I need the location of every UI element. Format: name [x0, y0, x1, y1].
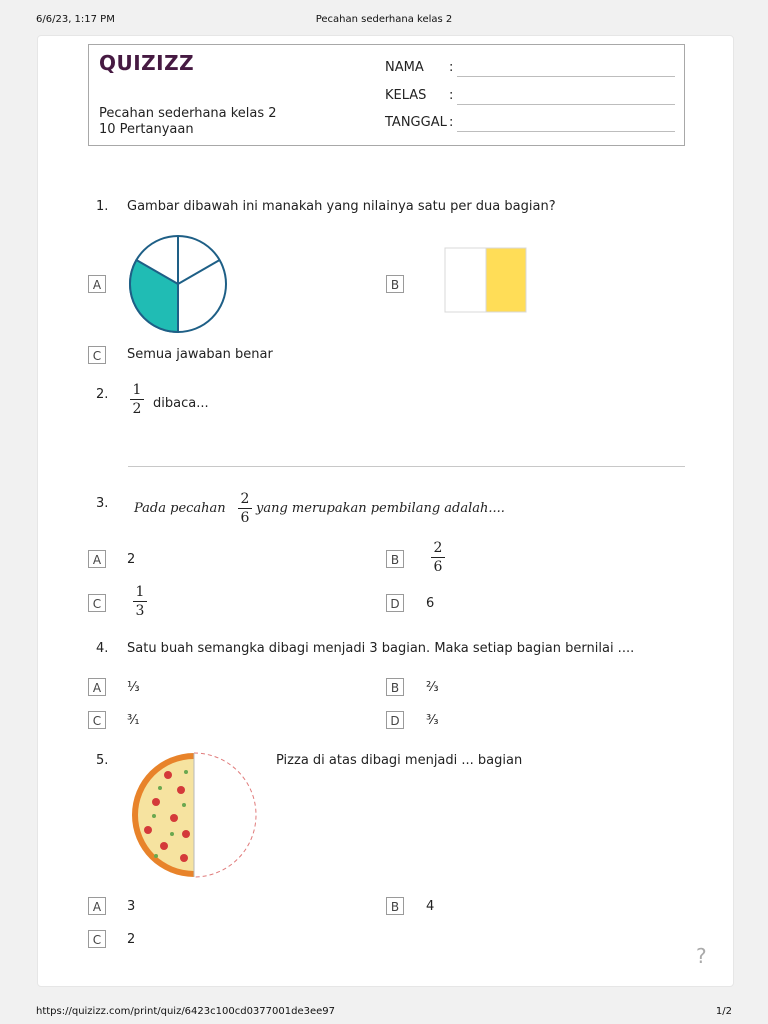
q5-option-a-box[interactable]: A: [88, 897, 106, 915]
print-title: Pecahan sederhana kelas 2: [315, 14, 453, 25]
q5-option-a-text: 3: [127, 899, 136, 914]
q4-option-a-text: ⅓: [127, 680, 140, 695]
pepperoni: [170, 814, 178, 822]
q3-option-a-text: 2: [127, 552, 136, 567]
help-icon[interactable]: ?: [696, 944, 707, 968]
fraction-bar: [130, 399, 144, 400]
q5-option-b-box[interactable]: B: [386, 897, 404, 915]
q4-option-d-text: ³⁄₃: [426, 713, 439, 728]
pepperoni: [177, 786, 185, 794]
q3-text-after: yang merupakan pembilang adalah....: [256, 501, 505, 516]
q4-text: Satu buah semangka dibagi menjadi 3 bagian. Maka setiap bagian bernilai ....: [127, 641, 635, 656]
herb: [152, 814, 156, 818]
worksheet-page: [37, 35, 734, 987]
print-url: https://quizizz.com/print/quiz/6423c100cd0377001de3ee97: [36, 1006, 335, 1017]
date-line: [457, 131, 675, 132]
answer-line: [128, 466, 685, 467]
q3-text-before: Pada pecahan: [134, 501, 226, 516]
class-field[interactable]: [385, 88, 457, 103]
q1-option-b-box[interactable]: B: [386, 275, 404, 293]
q3-frac-num: 2: [240, 491, 250, 507]
date-field[interactable]: [385, 115, 457, 130]
herb: [182, 803, 186, 807]
q2-fraction: [130, 382, 144, 417]
q3-frac-den: 6: [240, 510, 250, 526]
herb: [154, 854, 158, 858]
q4-option-b-text: ⅔: [426, 680, 439, 695]
name-colon: :: [449, 60, 454, 75]
date-colon: :: [449, 115, 454, 130]
class-colon: :: [449, 88, 454, 103]
q3-option-b-box[interactable]: B: [386, 550, 404, 568]
q3-b-den: 6: [433, 559, 443, 575]
worksheet-header: [88, 44, 685, 146]
q1-text: Gambar dibawah ini manakah yang nilainya satu per dua bagian?: [127, 199, 556, 214]
q1-rectangle-image: [444, 247, 528, 315]
q3-option-c-fraction: [133, 584, 147, 619]
question-count: 10 Pertanyaan: [99, 122, 194, 137]
q1-number: 1.: [96, 199, 109, 214]
q2-text: dibaca...: [153, 396, 209, 411]
class-line: [457, 104, 675, 105]
q3-c-num: 1: [135, 584, 145, 600]
q4-option-d-box[interactable]: D: [386, 711, 404, 729]
q5-option-b-text: 4: [426, 899, 435, 914]
pepperoni: [152, 798, 160, 806]
q2-number: 2.: [96, 387, 109, 402]
q1-option-c-box[interactable]: C: [88, 346, 106, 364]
pepperoni: [160, 842, 168, 850]
fraction-bar: [133, 601, 147, 602]
q3-fraction: [238, 491, 252, 526]
q4-option-b-box[interactable]: B: [386, 678, 404, 696]
herb: [158, 786, 162, 790]
pepperoni: [182, 830, 190, 838]
q1-option-a-box[interactable]: A: [88, 275, 106, 293]
quizizz-logo: QUIZIZZ: [99, 51, 195, 75]
q3-b-num: 2: [433, 540, 443, 556]
q5-option-c-box[interactable]: C: [88, 930, 106, 948]
fraction-bar: [238, 508, 252, 509]
q4-option-a-box[interactable]: A: [88, 678, 106, 696]
q4-number: 4.: [96, 641, 109, 656]
herb: [170, 832, 174, 836]
q5-half-pizza-image: [126, 750, 262, 880]
fraction-bar: [431, 557, 445, 558]
q3-option-b-fraction: [431, 540, 445, 575]
q5-option-c-text: 2: [127, 932, 136, 947]
name-label: NAMA: [385, 60, 424, 75]
pepperoni: [164, 771, 172, 779]
pepperoni: [144, 826, 152, 834]
q2-frac-den: 2: [132, 401, 142, 417]
q1-circle-image: [126, 234, 230, 334]
pepperoni: [180, 854, 188, 862]
q3-option-c-box[interactable]: C: [88, 594, 106, 612]
q3-c-den: 3: [135, 603, 145, 619]
q1-option-c-text: Semua jawaban benar: [127, 347, 273, 362]
print-date: 6/6/23, 1:17 PM: [36, 14, 115, 25]
q4-option-c-box[interactable]: C: [88, 711, 106, 729]
white-half: [445, 248, 486, 312]
missing-half-outline: [194, 753, 256, 877]
q3-option-a-box[interactable]: A: [88, 550, 106, 568]
q5-number: 5.: [96, 753, 109, 768]
class-label: KELAS: [385, 88, 427, 103]
q3-option-d-text: 6: [426, 596, 435, 611]
q3-option-d-box[interactable]: D: [386, 594, 404, 612]
q2-frac-num: 1: [132, 382, 142, 398]
date-label: TANGGAL: [385, 115, 447, 130]
yellow-half: [486, 248, 526, 312]
quiz-title: Pecahan sederhana kelas 2: [99, 106, 277, 121]
q5-text: Pizza di atas dibagi menjadi ... bagian: [276, 753, 523, 768]
name-field[interactable]: [385, 60, 457, 75]
herb: [184, 770, 188, 774]
name-line: [457, 76, 675, 77]
q3-number: 3.: [96, 496, 109, 511]
page-number: 1/2: [715, 1006, 732, 1017]
q4-option-c-text: ³⁄₁: [127, 713, 140, 728]
